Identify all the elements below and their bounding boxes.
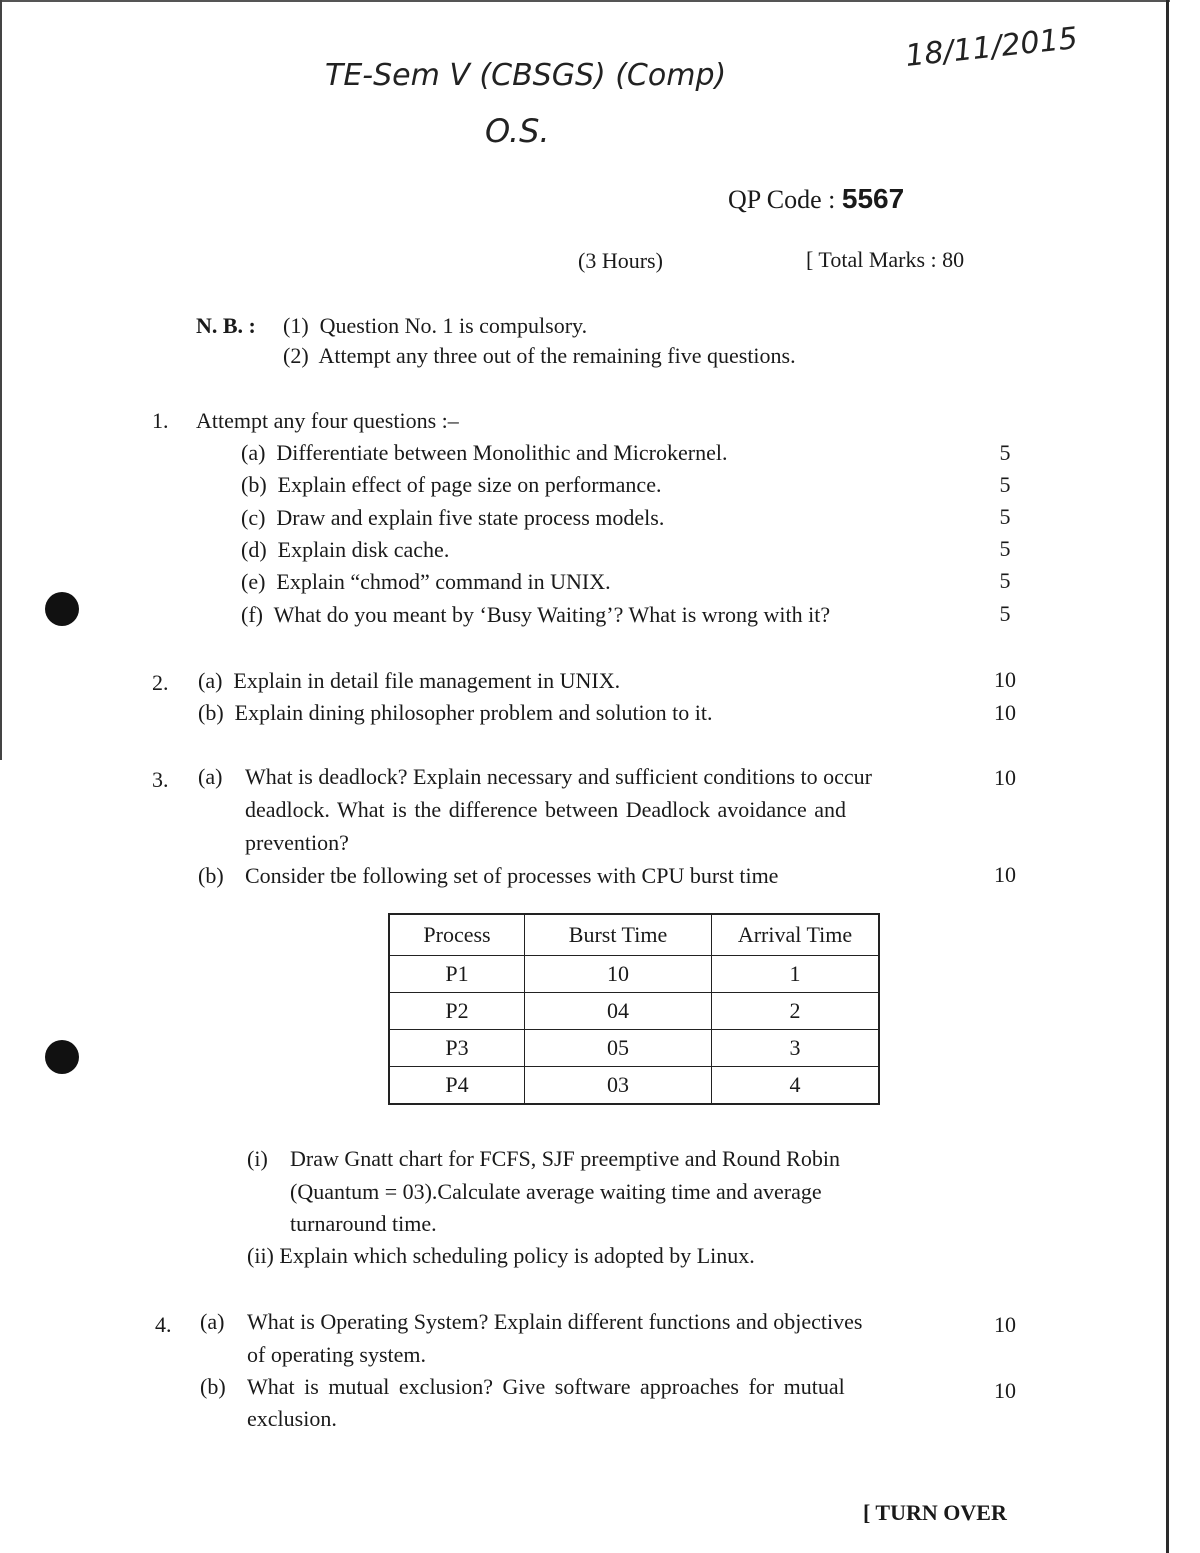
qp-code-value: 5567 (841, 183, 905, 214)
part-text: Explain disk cache. (277, 537, 450, 562)
marks: 10 (994, 862, 1016, 887)
marks: 5 (999, 601, 1011, 626)
table-header-row (389, 914, 879, 956)
qp-code (728, 183, 904, 215)
table-cell: P3 (389, 1030, 525, 1067)
part-label: (d) (241, 537, 267, 562)
process-table (388, 913, 880, 1105)
column-header: Arrival Time (712, 914, 880, 956)
part-label: (b) (200, 1374, 226, 1399)
sub-text-line: (Quantum = 03).Calculate average waiting time and average (290, 1179, 822, 1204)
punch-hole (45, 592, 79, 626)
part-text: What do you meant by ‘Busy Waiting’? What is wrong with it? (273, 602, 831, 627)
q1-part (241, 501, 664, 534)
marks: 5 (999, 536, 1011, 561)
sub-label: (i) (247, 1146, 268, 1171)
table-cell: 05 (525, 1030, 712, 1067)
marks: 5 (999, 440, 1011, 465)
total-marks: [ Total Marks : 80 (806, 247, 965, 272)
table-row (389, 993, 879, 1030)
table-row (389, 956, 879, 993)
q2-part (198, 664, 620, 697)
turn-over: [ TURN OVER (863, 1500, 1007, 1525)
marks: 10 (994, 667, 1016, 692)
nb-item-number: (1) (283, 313, 309, 338)
question-2-number: 2. (152, 670, 169, 695)
part-text: Draw and explain five state process models. (276, 505, 665, 530)
q2-part (198, 696, 713, 729)
question-1-number: 1. (152, 408, 169, 433)
table-cell: P4 (389, 1067, 525, 1105)
table-cell: 04 (525, 993, 712, 1030)
part-label: (a) (241, 440, 266, 465)
marks: 5 (999, 472, 1011, 497)
sub-text: Explain which scheduling policy is adopted by Linux. (279, 1243, 755, 1268)
q1-part (241, 598, 830, 631)
handwritten-subject: O.S. (485, 112, 550, 150)
duration: (3 Hours) (578, 248, 663, 273)
nb-item-text: Question No. 1 is compulsory. (319, 313, 588, 338)
page-left-edge (0, 0, 2, 760)
nb-item (283, 309, 587, 342)
table-cell: 03 (525, 1067, 712, 1105)
question-4-number: 4. (155, 1312, 172, 1337)
marks: 10 (994, 765, 1016, 790)
part-label: (a) (198, 668, 223, 693)
part-text-line: What is mutual exclusion? Give software approaches for mutual (247, 1374, 845, 1399)
qp-code-label: QP Code : (728, 185, 836, 214)
part-text: Explain dining philosopher problem and solution to it. (234, 700, 713, 725)
part-label: (b) (198, 700, 224, 725)
nb-item-number: (2) (283, 343, 309, 368)
q1-part (241, 533, 449, 566)
part-label: (b) (241, 472, 267, 497)
table-cell: 2 (712, 993, 880, 1030)
question-3-number: 3. (152, 767, 169, 792)
marks: 10 (994, 1378, 1016, 1403)
nb-item-text: Attempt any three out of the remaining five questions. (318, 343, 796, 368)
marks: 5 (999, 568, 1011, 593)
part-text: Consider tbe following set of processes with CPU burst time (245, 863, 779, 888)
page-top-edge (0, 0, 1170, 2)
table-row (389, 1030, 879, 1067)
part-label: (e) (241, 569, 266, 594)
table-cell: 1 (712, 956, 880, 993)
question-1-intro: Attempt any four questions :– (196, 408, 459, 433)
table-cell: P2 (389, 993, 525, 1030)
column-header: Burst Time (525, 914, 712, 956)
part-text: Explain effect of page size on performance. (277, 472, 662, 497)
part-text-line: What is deadlock? Explain necessary and sufficient conditions to occur (245, 764, 872, 789)
punch-hole (45, 1040, 79, 1074)
page-right-edge (1166, 0, 1169, 1553)
q1-part (241, 436, 727, 469)
q1-part (241, 565, 611, 598)
column-header: Process (389, 914, 525, 956)
handwritten-course: TE-Sem V (CBSGS) (Comp) (325, 58, 727, 93)
part-label: (f) (241, 602, 263, 627)
part-text-line: of operating system. (247, 1342, 427, 1367)
part-text: Explain in detail file management in UNIX. (233, 668, 621, 693)
part-text-line: What is Operating System? Explain different functions and objectives (247, 1309, 863, 1334)
table-cell: 10 (525, 956, 712, 993)
part-text-line: exclusion. (247, 1406, 337, 1431)
nb-item (283, 339, 796, 372)
sub-text-line: Draw Gnatt chart for FCFS, SJF preemptive and Round Robin (290, 1146, 840, 1171)
q1-part (241, 468, 661, 501)
part-label: (a) (200, 1309, 225, 1334)
sub-label: (ii) (247, 1243, 274, 1268)
part-text-line: deadlock. What is the difference between Deadlock avoidance and (245, 797, 846, 822)
marks: 10 (994, 1312, 1016, 1337)
table-cell: 4 (712, 1067, 880, 1105)
part-text: Explain “chmod” command in UNIX. (276, 569, 611, 594)
sub-item (247, 1239, 755, 1272)
part-label: (a) (198, 764, 223, 789)
part-label: (b) (198, 863, 224, 888)
nb-label: N. B. : (196, 313, 256, 338)
marks: 5 (999, 504, 1011, 529)
sub-text-line: turnaround time. (290, 1211, 437, 1236)
part-text-line: prevention? (245, 830, 349, 855)
marks: 10 (994, 700, 1016, 725)
table-cell: 3 (712, 1030, 880, 1067)
part-text: Differentiate between Monolithic and Microkernel. (276, 440, 728, 465)
table-row (389, 1067, 879, 1105)
table-cell: P1 (389, 956, 525, 993)
part-label: (c) (241, 505, 266, 530)
handwritten-date: 18/11/2015 (903, 21, 1080, 74)
